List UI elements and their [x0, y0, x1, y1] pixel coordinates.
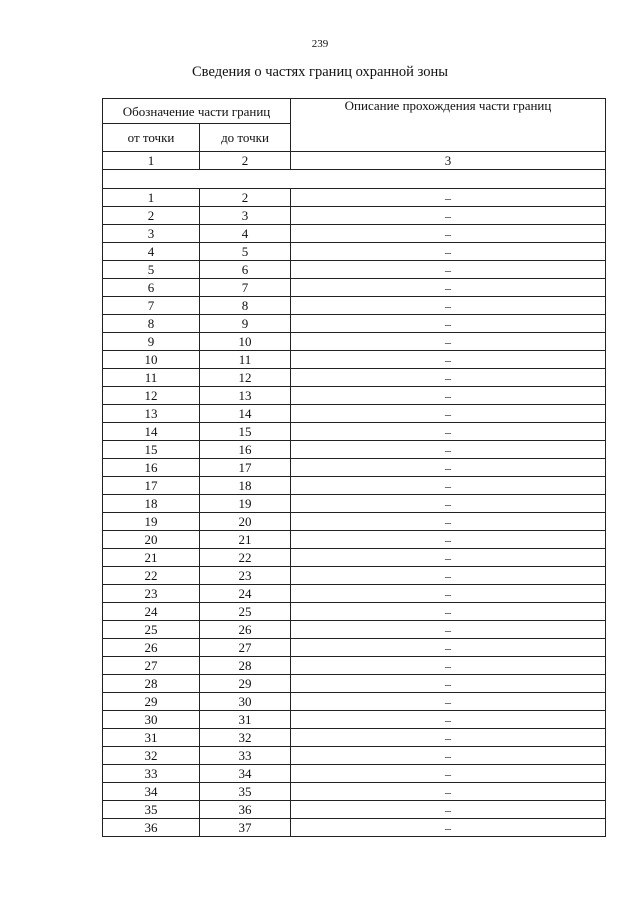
to-point-cell: 17 [200, 459, 291, 477]
description-cell: – [291, 693, 606, 711]
description-cell: – [291, 459, 606, 477]
header-to-cell: до точки [200, 124, 291, 152]
description-cell: – [291, 279, 606, 297]
description-cell: – [291, 819, 606, 837]
table-row [103, 351, 606, 369]
table-row [103, 513, 606, 531]
from-point-cell: 15 [103, 441, 200, 459]
column-number-cell: 1 [103, 152, 200, 170]
from-point-cell: 1 [103, 189, 200, 207]
table-row [103, 477, 606, 495]
table-row [103, 441, 606, 459]
description-cell: – [291, 189, 606, 207]
from-point-cell: 25 [103, 621, 200, 639]
from-point-cell: 16 [103, 459, 200, 477]
from-point-cell: 29 [103, 693, 200, 711]
table-row [103, 729, 606, 747]
to-point-cell: 32 [200, 729, 291, 747]
table-row [103, 495, 606, 513]
description-cell: – [291, 495, 606, 513]
table-row [103, 747, 606, 765]
header-from-cell: от точки [103, 124, 200, 152]
from-point-cell: 8 [103, 315, 200, 333]
header-group-cell: Обозначение части границ [103, 99, 291, 124]
to-point-cell: 26 [200, 621, 291, 639]
to-point-cell: 6 [200, 261, 291, 279]
description-cell: – [291, 207, 606, 225]
table-row [103, 765, 606, 783]
table-row [103, 405, 606, 423]
from-point-cell: 7 [103, 297, 200, 315]
table-row [103, 711, 606, 729]
from-point-cell: 24 [103, 603, 200, 621]
to-point-cell: 23 [200, 567, 291, 585]
table-row [103, 531, 606, 549]
to-point-cell: 19 [200, 495, 291, 513]
from-point-cell: 10 [103, 351, 200, 369]
description-cell: – [291, 369, 606, 387]
table-row [103, 207, 606, 225]
from-point-cell: 12 [103, 387, 200, 405]
to-point-cell: 12 [200, 369, 291, 387]
to-point-cell: 24 [200, 585, 291, 603]
from-point-cell: 34 [103, 783, 200, 801]
to-point-cell: 14 [200, 405, 291, 423]
from-point-cell: 9 [103, 333, 200, 351]
to-point-cell: 27 [200, 639, 291, 657]
from-point-cell: 6 [103, 279, 200, 297]
to-point-cell: 3 [200, 207, 291, 225]
description-cell: – [291, 675, 606, 693]
to-point-cell: 4 [200, 225, 291, 243]
table-row [103, 315, 606, 333]
to-point-cell: 7 [200, 279, 291, 297]
description-cell: – [291, 585, 606, 603]
table-row [103, 603, 606, 621]
description-cell: – [291, 387, 606, 405]
from-point-cell: 36 [103, 819, 200, 837]
table-row [103, 279, 606, 297]
to-point-cell: 35 [200, 783, 291, 801]
to-point-cell: 28 [200, 657, 291, 675]
table-row [103, 261, 606, 279]
description-cell: – [291, 549, 606, 567]
description-cell: – [291, 639, 606, 657]
description-cell: – [291, 225, 606, 243]
table-row [103, 369, 606, 387]
to-point-cell: 11 [200, 351, 291, 369]
description-cell: – [291, 783, 606, 801]
from-point-cell: 18 [103, 495, 200, 513]
to-point-cell: 22 [200, 549, 291, 567]
description-cell: – [291, 747, 606, 765]
description-cell: – [291, 405, 606, 423]
to-point-cell: 13 [200, 387, 291, 405]
to-point-cell: 9 [200, 315, 291, 333]
table-row [103, 819, 606, 837]
page-number: 239 [311, 38, 329, 50]
description-cell: – [291, 603, 606, 621]
table-row [103, 549, 606, 567]
document-title: Сведения о частях границ охранной зоны [192, 64, 448, 80]
table-row [103, 387, 606, 405]
table-row [103, 567, 606, 585]
description-cell: – [291, 729, 606, 747]
table-row [103, 189, 606, 207]
to-point-cell: 37 [200, 819, 291, 837]
description-cell: – [291, 315, 606, 333]
from-point-cell: 23 [103, 585, 200, 603]
table-row [103, 657, 606, 675]
from-point-cell: 22 [103, 567, 200, 585]
table-row [103, 639, 606, 657]
from-point-cell: 5 [103, 261, 200, 279]
table-body [103, 189, 606, 837]
table-row [103, 693, 606, 711]
description-cell: – [291, 567, 606, 585]
description-cell: – [291, 441, 606, 459]
from-point-cell: 26 [103, 639, 200, 657]
to-point-cell: 18 [200, 477, 291, 495]
from-point-cell: 30 [103, 711, 200, 729]
from-point-cell: 20 [103, 531, 200, 549]
header-description-cell: Описание прохождения части границ [291, 99, 606, 152]
to-point-cell: 20 [200, 513, 291, 531]
description-cell: – [291, 351, 606, 369]
from-point-cell: 35 [103, 801, 200, 819]
from-point-cell: 4 [103, 243, 200, 261]
description-cell: – [291, 513, 606, 531]
to-point-cell: 16 [200, 441, 291, 459]
to-point-cell: 8 [200, 297, 291, 315]
to-point-cell: 31 [200, 711, 291, 729]
from-point-cell: 19 [103, 513, 200, 531]
from-point-cell: 11 [103, 369, 200, 387]
to-point-cell: 33 [200, 747, 291, 765]
from-point-cell: 32 [103, 747, 200, 765]
column-number-cell: 2 [200, 152, 291, 170]
to-point-cell: 29 [200, 675, 291, 693]
description-cell: – [291, 801, 606, 819]
table-row [103, 423, 606, 441]
table-header [103, 99, 606, 189]
to-point-cell: 10 [200, 333, 291, 351]
column-number-cell: 3 [291, 152, 606, 170]
empty-separator-row [103, 170, 606, 189]
description-cell: – [291, 261, 606, 279]
table-row [103, 675, 606, 693]
from-point-cell: 31 [103, 729, 200, 747]
description-cell: – [291, 657, 606, 675]
from-point-cell: 14 [103, 423, 200, 441]
table-row [103, 459, 606, 477]
to-point-cell: 2 [200, 189, 291, 207]
from-point-cell: 27 [103, 657, 200, 675]
description-cell: – [291, 333, 606, 351]
from-point-cell: 21 [103, 549, 200, 567]
table-row [103, 297, 606, 315]
description-cell: – [291, 765, 606, 783]
table-row [103, 801, 606, 819]
from-point-cell: 33 [103, 765, 200, 783]
table-row [103, 243, 606, 261]
from-point-cell: 13 [103, 405, 200, 423]
from-point-cell: 2 [103, 207, 200, 225]
description-cell: – [291, 621, 606, 639]
boundary-table [102, 98, 606, 837]
table-row [103, 783, 606, 801]
to-point-cell: 30 [200, 693, 291, 711]
description-cell: – [291, 243, 606, 261]
table-row [103, 225, 606, 243]
to-point-cell: 21 [200, 531, 291, 549]
to-point-cell: 36 [200, 801, 291, 819]
to-point-cell: 15 [200, 423, 291, 441]
description-cell: – [291, 477, 606, 495]
to-point-cell: 34 [200, 765, 291, 783]
description-cell: – [291, 297, 606, 315]
table-row [103, 333, 606, 351]
description-cell: – [291, 423, 606, 441]
description-cell: – [291, 531, 606, 549]
description-cell: – [291, 711, 606, 729]
from-point-cell: 28 [103, 675, 200, 693]
table-row [103, 621, 606, 639]
to-point-cell: 5 [200, 243, 291, 261]
from-point-cell: 17 [103, 477, 200, 495]
table-row [103, 585, 606, 603]
from-point-cell: 3 [103, 225, 200, 243]
to-point-cell: 25 [200, 603, 291, 621]
